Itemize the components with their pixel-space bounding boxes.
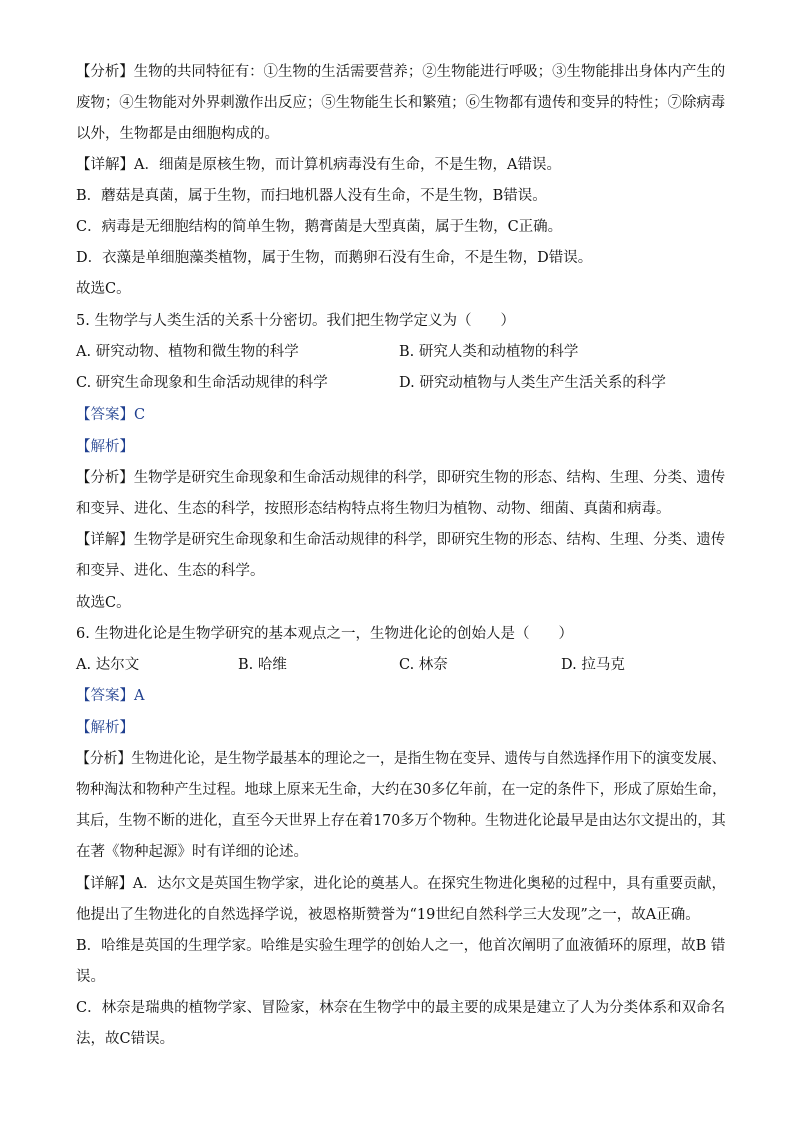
q5-detail-line-1: 【详解】生物学是研究生命现象和生命活动规律的科学，即研究生物的形态、结构、生理、分类、遗传 xyxy=(76,532,726,548)
q6-analysis-line-4: 在著《物种起源》时有详细的论述。 xyxy=(76,844,308,860)
q4-analysis-line-3: 以外，生物都是由细胞构成的。 xyxy=(76,126,279,142)
q6-option-c: C. 林奈 xyxy=(399,657,448,673)
q6-option-b: B. 哈维 xyxy=(238,657,287,673)
q4-analysis-line-2: 废物；④生物能对外界刺激作出反应；⑤生物能生长和繁殖；⑥生物都有遗传和变异的特性；⑦除病毒 xyxy=(76,95,726,111)
q6-detail-a-line-2: 他提出了生物进化的自然选择学说，被恩格斯赞誉为“19世纪自然科学三大发现”之一，故A正确。 xyxy=(76,907,700,923)
q5-option-d: D. 研究动植物与人类生产生活关系的科学 xyxy=(399,375,666,391)
q6-analysis-line-2: 物种淘汰和物种产生过程。地球上原来无生命，大约在30多亿年前，在一定的条件下，形成了原始生命， xyxy=(76,782,727,798)
q5-analysis-line-1: 【分析】生物学是研究生命现象和生命活动规律的科学，即研究生物的形态、结构、生理、分类、遗传 xyxy=(76,470,726,486)
q5-detail-line-2: 和变异、进化、生态的科学。 xyxy=(76,563,265,579)
q6-detail-c-line-2: 法，故C错误。 xyxy=(76,1031,175,1047)
q4-detail-b: B．蘑菇是真菌，属于生物，而扫地机器人没有生命，不是生物，B错误。 xyxy=(76,188,547,204)
q6-detail-a-line-1: 【详解】A．达尔文是英国生物学家，进化论的奠基人。在探究生物进化奥秘的过程中，具有重要贡献， xyxy=(76,876,726,892)
q4-detail-a: 【详解】A．细菌是原核生物，而计算机病毒没有生命，不是生物，A错误。 xyxy=(76,157,561,173)
q6-explain-label: 【解析】 xyxy=(76,720,134,736)
q5-stem: 5. 生物学与人类生活的关系十分密切。我们把生物学定义为（ ） xyxy=(76,313,515,329)
q5-answer: 【答案】C xyxy=(76,407,146,423)
q5-conclusion: 故选C。 xyxy=(76,595,131,611)
q6-answer: 【答案】A xyxy=(76,688,145,704)
q5-analysis-line-2: 和变异、进化、生态的科学，按照形态结构特点将生物归为植物、动物、细菌、真菌和病毒。 xyxy=(76,501,671,517)
q5-option-c: C. 研究生命现象和生命活动规律的科学 xyxy=(76,375,328,391)
q6-option-a: A. 达尔文 xyxy=(76,657,140,673)
q4-analysis-line-1: 【分析】生物的共同特征有：①生物的生活需要营养；②生物能进行呼吸；③生物能排出身体内产生的 xyxy=(76,64,726,80)
q6-detail-c-line-1: C．林奈是瑞典的植物学家、冒险家，林奈在生物学中的最主要的成果是建立了人为分类体系和双命名 xyxy=(76,1000,726,1016)
q6-option-d: D. 拉马克 xyxy=(561,657,625,673)
q4-detail-d: D．衣藻是单细胞藻类植物，属于生物，而鹅卵石没有生命，不是生物，D错误。 xyxy=(76,250,593,266)
q5-option-b: B. 研究人类和动植物的科学 xyxy=(399,344,579,360)
q4-conclusion: 故选C。 xyxy=(76,281,131,297)
q6-stem: 6. 生物进化论是生物学研究的基本观点之一，生物进化论的创始人是（ ） xyxy=(76,626,573,642)
q5-explain-label: 【解析】 xyxy=(76,439,134,455)
q6-analysis-line-3: 其后，生物不断的进化，直至今天世界上存在着170多万个物种。生物进化论最早是由达尔文提出的，其 xyxy=(76,813,726,829)
q6-analysis-line-1: 【分析】生物进化论，是生物学最基本的理论之一，是指生物在变异、遗传与自然选择作用下的演变发展、 xyxy=(76,751,726,767)
q6-detail-b-line-2: 误。 xyxy=(76,969,105,985)
q5-option-a: A. 研究动物、植物和微生物的科学 xyxy=(76,344,299,360)
q4-detail-c: C．病毒是无细胞结构的简单生物，鹅膏菌是大型真菌，属于生物，C正确。 xyxy=(76,219,563,235)
q6-detail-b-line-1: B．哈维是英国的生理学家。哈维是实验生理学的创始人之一，他首次阐明了血液循环的原理，故B 错 xyxy=(76,938,726,954)
